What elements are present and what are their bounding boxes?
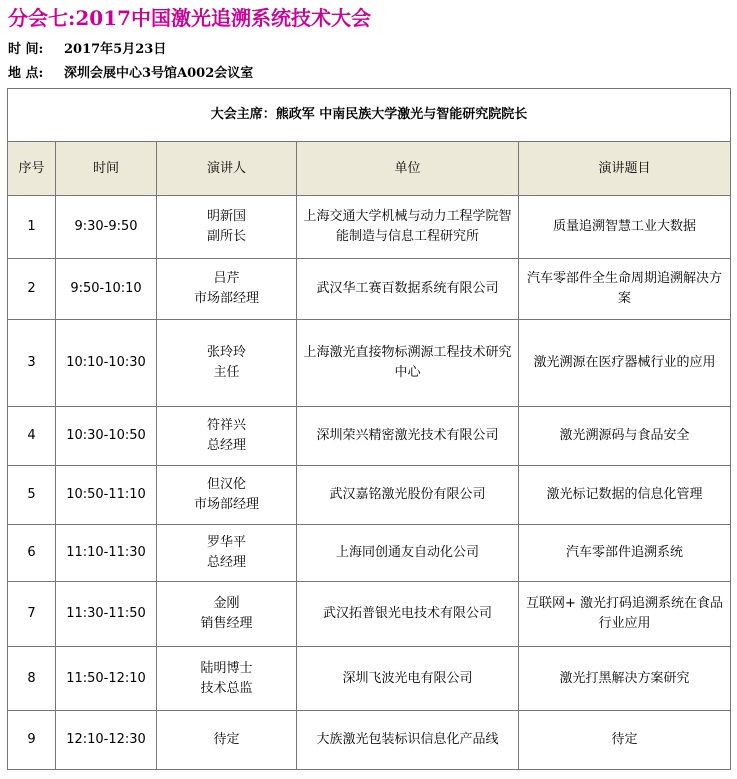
row-time: 10:50-11:10 [56, 466, 157, 525]
time-label: 时 间: [8, 42, 44, 57]
speaker-role: 总经理 [206, 438, 246, 453]
speaker-name: 待定 [213, 732, 240, 747]
table-row [8, 466, 731, 525]
speaker-role: 市场部经理 [193, 497, 259, 512]
row-topic: 激光溯源在医疗器械行业的应用 [519, 320, 731, 407]
speaker-role: 销售经理 [200, 616, 253, 631]
chair-row [8, 89, 731, 142]
row-time: 11:50-12:10 [56, 647, 157, 711]
table-row [8, 582, 731, 647]
row-no: 2 [8, 259, 56, 320]
row-org: 上海交通大学机械与动力工程学院智能制造与信息工程研究所 [297, 196, 519, 259]
row-topic: 质量追溯智慧工业大数据 [519, 196, 731, 259]
row-no: 7 [8, 582, 56, 647]
row-time: 12:10-12:30 [56, 711, 157, 770]
row-time: 11:30-11:50 [56, 582, 157, 647]
event-time [8, 40, 166, 60]
speaker-name: 罗华平 [206, 535, 246, 550]
row-no: 1 [8, 196, 56, 259]
table-row [8, 259, 731, 320]
row-no: 6 [8, 525, 56, 582]
event-place [8, 64, 253, 84]
row-time: 10:30-10:50 [56, 407, 157, 466]
speaker-name: 明新国 [206, 209, 246, 224]
row-speaker [157, 711, 297, 770]
place-value: 深圳会展中心3号馆A002会议室 [64, 66, 254, 81]
header-topic: 演讲题目 [519, 142, 731, 196]
header-time: 时间 [56, 142, 157, 196]
agenda-table [7, 88, 731, 770]
table-row [8, 647, 731, 711]
row-speaker [157, 525, 297, 582]
row-topic: 互联网+ 激光打码追溯系统在食品行业应用 [519, 582, 731, 647]
speaker-name: 吕芹 [213, 271, 240, 286]
row-org: 武汉嘉铭激光股份有限公司 [297, 466, 519, 525]
row-topic: 激光标记数据的信息化管理 [519, 466, 731, 525]
row-org: 上海激光直接物标溯源工程技术研究中心 [297, 320, 519, 407]
header-speaker: 演讲人 [157, 142, 297, 196]
row-speaker [157, 407, 297, 466]
row-no: 5 [8, 466, 56, 525]
row-speaker [157, 320, 297, 407]
row-no: 4 [8, 407, 56, 466]
row-speaker [157, 466, 297, 525]
row-org: 上海同创通友自动化公司 [297, 525, 519, 582]
row-org: 武汉拓普银光电技术有限公司 [297, 582, 519, 647]
table-row [8, 711, 731, 770]
row-time: 11:10-11:30 [56, 525, 157, 582]
row-topic: 汽车零部件追溯系统 [519, 525, 731, 582]
table-header-row [8, 142, 731, 196]
header-org: 单位 [297, 142, 519, 196]
page-title: 分会七:2017中国激光追溯系统技术大会 [8, 6, 372, 30]
header-no: 序号 [8, 142, 56, 196]
row-no: 8 [8, 647, 56, 711]
time-value: 2017年5月23日 [64, 42, 167, 57]
row-org: 武汉华工赛百数据系统有限公司 [297, 259, 519, 320]
place-label: 地 点: [8, 66, 44, 81]
row-org: 深圳荣兴精密激光技术有限公司 [297, 407, 519, 466]
row-speaker [157, 582, 297, 647]
row-time: 9:50-10:10 [56, 259, 157, 320]
row-topic: 激光打黑解决方案研究 [519, 647, 731, 711]
speaker-name: 张玲玲 [206, 345, 246, 360]
table-row [8, 407, 731, 466]
speaker-name: 符祥兴 [206, 418, 246, 433]
row-speaker [157, 259, 297, 320]
speaker-role: 技术总监 [200, 680, 253, 696]
speaker-role: 市场部经理 [193, 291, 259, 306]
row-speaker [157, 647, 297, 711]
row-org: 大族激光包装标识信息化产品线 [297, 711, 519, 770]
row-topic: 激光溯源码与食品安全 [519, 407, 731, 466]
row-topic: 汽车零部件全生命周期追溯解决方案 [519, 259, 731, 320]
row-speaker [157, 196, 297, 259]
speaker-name: 金刚 [213, 596, 240, 611]
conference-chair: 大会主席：熊政军 中南民族大学激光与智能研究院院长 [8, 89, 731, 142]
speaker-role: 主任 [213, 365, 240, 380]
table-row [8, 525, 731, 582]
row-time: 10:10-10:30 [56, 320, 157, 407]
speaker-name: 但汉伦 [206, 477, 246, 492]
speaker-name: 陆明博士 [200, 660, 253, 676]
table-row [8, 320, 731, 407]
row-no: 9 [8, 711, 56, 770]
row-time: 9:30-9:50 [56, 196, 157, 259]
row-no: 3 [8, 320, 56, 407]
row-org: 深圳飞波光电有限公司 [297, 647, 519, 711]
speaker-role: 总经理 [206, 555, 246, 570]
speaker-role: 副所长 [206, 229, 246, 244]
table-row [8, 196, 731, 259]
row-topic: 待定 [519, 711, 731, 770]
